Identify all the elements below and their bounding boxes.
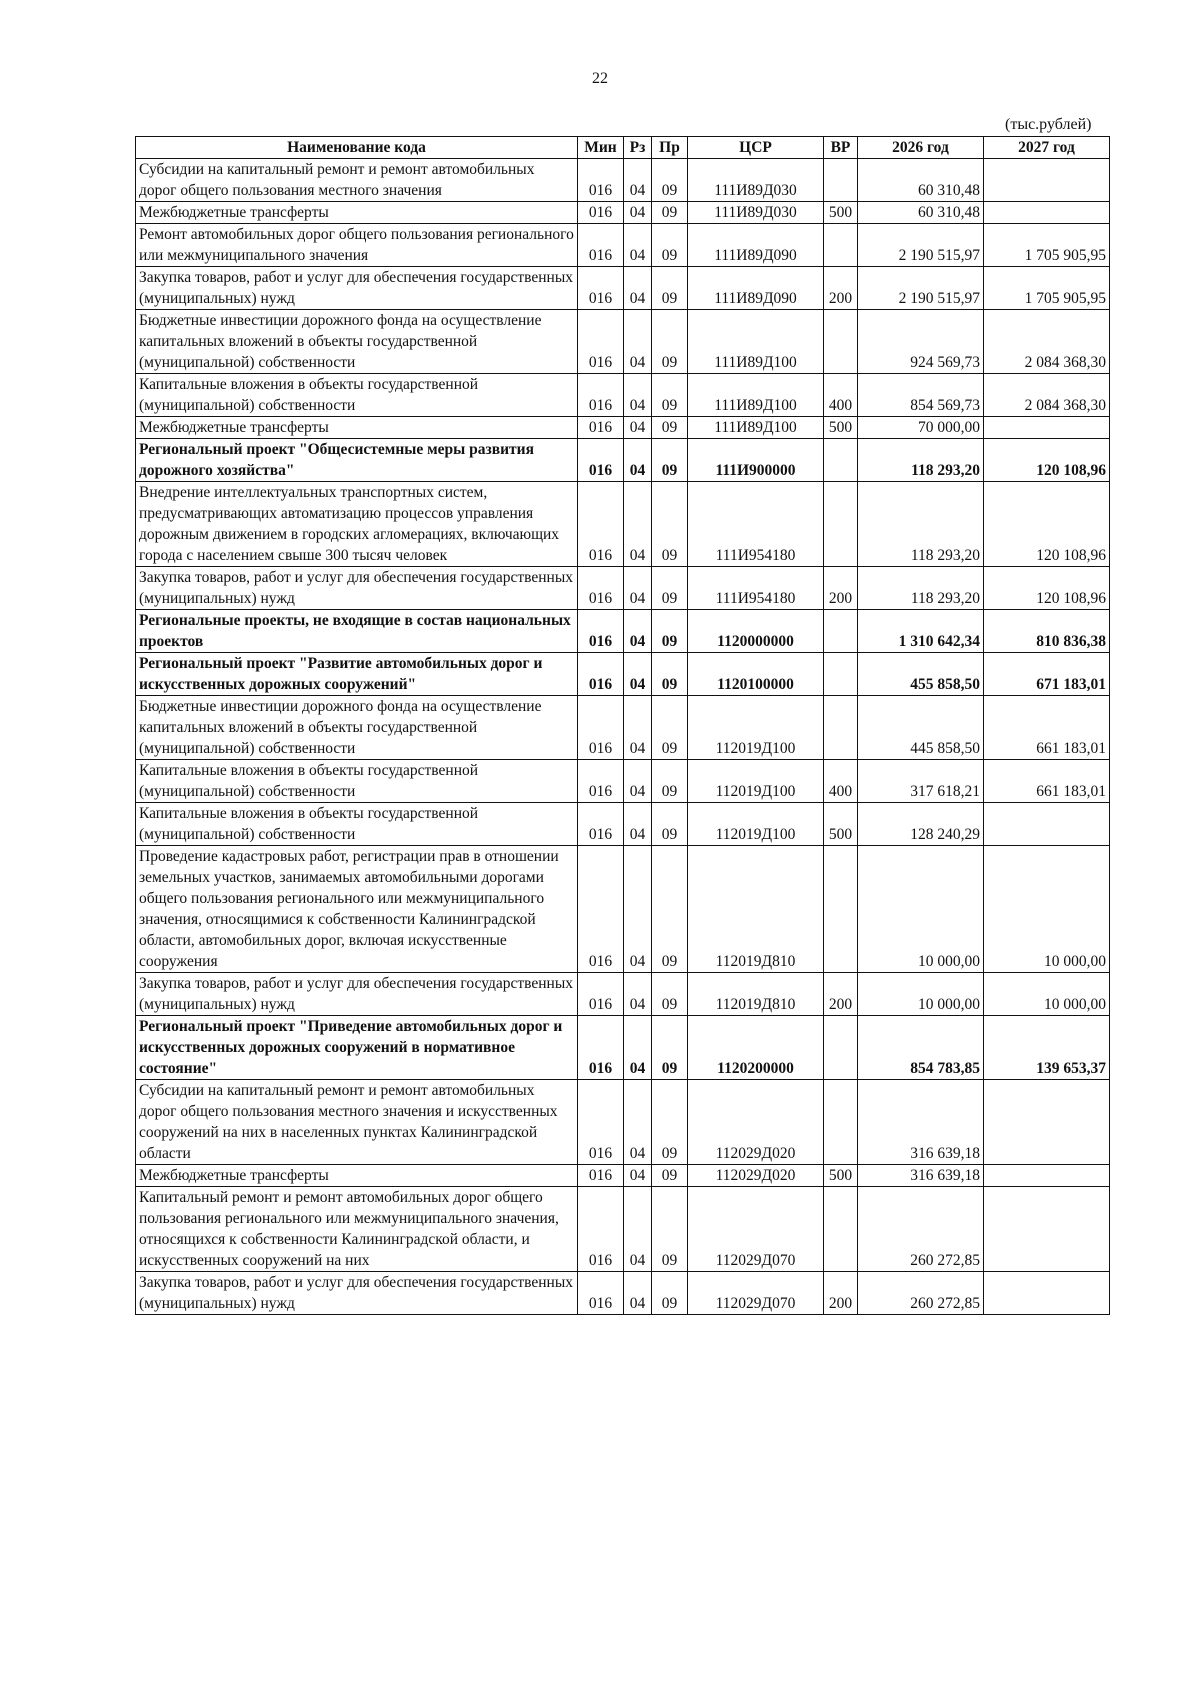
cell-2026: 70 000,00 bbox=[858, 417, 984, 439]
cell-min: 016 bbox=[578, 1016, 624, 1080]
cell-csr: 111И900000 bbox=[688, 439, 824, 482]
cell-pr: 09 bbox=[652, 310, 688, 374]
header-csr: ЦСР bbox=[688, 137, 824, 159]
cell-rz: 04 bbox=[624, 696, 652, 760]
cell-min: 016 bbox=[578, 202, 624, 224]
cell-vr: 500 bbox=[824, 417, 858, 439]
cell-2026: 316 639,18 bbox=[858, 1080, 984, 1165]
cell-2027: 10 000,00 bbox=[984, 973, 1110, 1016]
cell-csr: 111И89Д100 bbox=[688, 374, 824, 417]
cell-min: 016 bbox=[578, 159, 624, 202]
cell-rz: 04 bbox=[624, 310, 652, 374]
cell-vr bbox=[824, 653, 858, 696]
cell-2026: 60 310,48 bbox=[858, 202, 984, 224]
cell-min: 016 bbox=[578, 973, 624, 1016]
cell-2026: 455 858,50 bbox=[858, 653, 984, 696]
cell-2026: 118 293,20 bbox=[858, 567, 984, 610]
cell-rz: 04 bbox=[624, 267, 652, 310]
cell-pr: 09 bbox=[652, 760, 688, 803]
cell-name: Региональный проект "Общесистемные меры развития дорожного хозяйства" bbox=[136, 439, 578, 482]
cell-min: 016 bbox=[578, 1187, 624, 1272]
cell-csr: 112019Д100 bbox=[688, 760, 824, 803]
cell-name: Капитальные вложения в объекты государственной (муниципальной) собственности bbox=[136, 760, 578, 803]
cell-2026: 2 190 515,97 bbox=[858, 267, 984, 310]
cell-vr: 500 bbox=[824, 202, 858, 224]
cell-2027: 120 108,96 bbox=[984, 482, 1110, 567]
cell-rz: 04 bbox=[624, 567, 652, 610]
cell-csr: 112019Д100 bbox=[688, 803, 824, 846]
cell-name: Капитальный ремонт и ремонт автомобильных дорог общего пользования регионального или межмуниципального значения, относящихся к собственности Калининградской области, и искусственных сооружений на них bbox=[136, 1187, 578, 1272]
cell-pr: 09 bbox=[652, 1187, 688, 1272]
cell-csr: 111И89Д090 bbox=[688, 224, 824, 267]
cell-2026: 128 240,29 bbox=[858, 803, 984, 846]
cell-csr: 1120000000 bbox=[688, 610, 824, 653]
cell-min: 016 bbox=[578, 567, 624, 610]
cell-csr: 111И89Д100 bbox=[688, 310, 824, 374]
cell-vr: 200 bbox=[824, 1272, 858, 1315]
table-header-row bbox=[136, 137, 1110, 159]
cell-2026: 924 569,73 bbox=[858, 310, 984, 374]
cell-rz: 04 bbox=[624, 1272, 652, 1315]
header-min: Мин bbox=[578, 137, 624, 159]
cell-rz: 04 bbox=[624, 417, 652, 439]
cell-2027 bbox=[984, 1187, 1110, 1272]
units-label: (тыс.рублей) bbox=[1005, 116, 1092, 133]
cell-name: Бюджетные инвестиции дорожного фонда на осуществление капитальных вложений в объекты государственной (муниципальной) собственности bbox=[136, 310, 578, 374]
table-row bbox=[136, 567, 1110, 610]
cell-vr bbox=[824, 610, 858, 653]
header-2027: 2027 год bbox=[984, 137, 1110, 159]
cell-pr: 09 bbox=[652, 417, 688, 439]
cell-name: Закупка товаров, работ и услуг для обеспечения государственных (муниципальных) нужд bbox=[136, 973, 578, 1016]
cell-2027: 810 836,38 bbox=[984, 610, 1110, 653]
cell-rz: 04 bbox=[624, 610, 652, 653]
cell-csr: 111И89Д090 bbox=[688, 267, 824, 310]
cell-min: 016 bbox=[578, 610, 624, 653]
cell-pr: 09 bbox=[652, 159, 688, 202]
cell-rz: 04 bbox=[624, 439, 652, 482]
table-row bbox=[136, 653, 1110, 696]
cell-vr: 200 bbox=[824, 567, 858, 610]
cell-name: Региональные проекты, не входящие в состав национальных проектов bbox=[136, 610, 578, 653]
cell-vr: 500 bbox=[824, 1165, 858, 1187]
cell-2026: 854 783,85 bbox=[858, 1016, 984, 1080]
cell-pr: 09 bbox=[652, 1016, 688, 1080]
cell-min: 016 bbox=[578, 374, 624, 417]
cell-2027: 139 653,37 bbox=[984, 1016, 1110, 1080]
cell-rz: 04 bbox=[624, 159, 652, 202]
cell-csr: 111И89Д030 bbox=[688, 159, 824, 202]
cell-pr: 09 bbox=[652, 439, 688, 482]
cell-rz: 04 bbox=[624, 973, 652, 1016]
table-row bbox=[136, 159, 1110, 202]
cell-name: Закупка товаров, работ и услуг для обеспечения государственных (муниципальных) нужд bbox=[136, 267, 578, 310]
table-row bbox=[136, 803, 1110, 846]
table-row bbox=[136, 202, 1110, 224]
cell-csr: 111И89Д100 bbox=[688, 417, 824, 439]
cell-2027 bbox=[984, 202, 1110, 224]
cell-min: 016 bbox=[578, 224, 624, 267]
cell-pr: 09 bbox=[652, 696, 688, 760]
cell-2027: 10 000,00 bbox=[984, 846, 1110, 973]
cell-rz: 04 bbox=[624, 1016, 652, 1080]
cell-vr bbox=[824, 696, 858, 760]
table-row bbox=[136, 1080, 1110, 1165]
cell-csr: 111И954180 bbox=[688, 482, 824, 567]
table-row bbox=[136, 846, 1110, 973]
cell-vr: 200 bbox=[824, 267, 858, 310]
cell-vr bbox=[824, 439, 858, 482]
cell-2027: 661 183,01 bbox=[984, 760, 1110, 803]
header-pr: Пр bbox=[652, 137, 688, 159]
cell-2026: 1 310 642,34 bbox=[858, 610, 984, 653]
cell-2026: 118 293,20 bbox=[858, 439, 984, 482]
cell-pr: 09 bbox=[652, 374, 688, 417]
cell-2026: 445 858,50 bbox=[858, 696, 984, 760]
cell-name: Капитальные вложения в объекты государственной (муниципальной) собственности bbox=[136, 803, 578, 846]
cell-rz: 04 bbox=[624, 846, 652, 973]
cell-2027 bbox=[984, 159, 1110, 202]
cell-min: 016 bbox=[578, 1165, 624, 1187]
cell-pr: 09 bbox=[652, 1165, 688, 1187]
cell-2026: 260 272,85 bbox=[858, 1187, 984, 1272]
cell-2026: 317 618,21 bbox=[858, 760, 984, 803]
cell-rz: 04 bbox=[624, 1165, 652, 1187]
table-row bbox=[136, 1016, 1110, 1080]
cell-name: Межбюджетные трансферты bbox=[136, 202, 578, 224]
cell-vr bbox=[824, 482, 858, 567]
table-row bbox=[136, 224, 1110, 267]
table-row bbox=[136, 1272, 1110, 1315]
cell-rz: 04 bbox=[624, 1187, 652, 1272]
table-row bbox=[136, 696, 1110, 760]
cell-2027 bbox=[984, 1165, 1110, 1187]
cell-vr bbox=[824, 1187, 858, 1272]
page-number: 22 bbox=[592, 70, 608, 87]
cell-name: Региональный проект "Приведение автомобильных дорог и искусственных дорожных сооружений в нормативное состояние" bbox=[136, 1016, 578, 1080]
cell-vr bbox=[824, 1016, 858, 1080]
cell-2026: 854 569,73 bbox=[858, 374, 984, 417]
cell-csr: 1120200000 bbox=[688, 1016, 824, 1080]
cell-csr: 112019Д810 bbox=[688, 846, 824, 973]
cell-csr: 112019Д100 bbox=[688, 696, 824, 760]
cell-2027: 2 084 368,30 bbox=[984, 374, 1110, 417]
table-row bbox=[136, 1187, 1110, 1272]
table-row bbox=[136, 417, 1110, 439]
cell-pr: 09 bbox=[652, 224, 688, 267]
cell-pr: 09 bbox=[652, 610, 688, 653]
cell-min: 016 bbox=[578, 267, 624, 310]
cell-min: 016 bbox=[578, 439, 624, 482]
cell-csr: 112029Д020 bbox=[688, 1080, 824, 1165]
table-row bbox=[136, 973, 1110, 1016]
cell-2027: 120 108,96 bbox=[984, 439, 1110, 482]
cell-name: Субсидии на капитальный ремонт и ремонт автомобильных дорог общего пользования местного значения и искусственных сооружений на них в населенных пунктах Калининградской области bbox=[136, 1080, 578, 1165]
cell-min: 016 bbox=[578, 696, 624, 760]
cell-2027: 661 183,01 bbox=[984, 696, 1110, 760]
cell-min: 016 bbox=[578, 803, 624, 846]
cell-name: Закупка товаров, работ и услуг для обеспечения государственных (муниципальных) нужд bbox=[136, 567, 578, 610]
cell-vr bbox=[824, 310, 858, 374]
cell-rz: 04 bbox=[624, 653, 652, 696]
cell-name: Субсидии на капитальный ремонт и ремонт автомобильных дорог общего пользования местного значения bbox=[136, 159, 578, 202]
cell-2027 bbox=[984, 1080, 1110, 1165]
table-row bbox=[136, 760, 1110, 803]
table-body bbox=[136, 159, 1110, 1315]
cell-pr: 09 bbox=[652, 267, 688, 310]
table-row bbox=[136, 610, 1110, 653]
table-row bbox=[136, 310, 1110, 374]
cell-pr: 09 bbox=[652, 653, 688, 696]
cell-2027 bbox=[984, 1272, 1110, 1315]
budget-table bbox=[135, 136, 1110, 1315]
header-name: Наименование кода bbox=[136, 137, 578, 159]
cell-pr: 09 bbox=[652, 567, 688, 610]
cell-min: 016 bbox=[578, 653, 624, 696]
cell-vr bbox=[824, 159, 858, 202]
cell-csr: 111И89Д030 bbox=[688, 202, 824, 224]
cell-vr: 400 bbox=[824, 760, 858, 803]
cell-pr: 09 bbox=[652, 1272, 688, 1315]
table-row bbox=[136, 1165, 1110, 1187]
cell-csr: 112019Д810 bbox=[688, 973, 824, 1016]
cell-2026: 316 639,18 bbox=[858, 1165, 984, 1187]
cell-2027 bbox=[984, 417, 1110, 439]
cell-pr: 09 bbox=[652, 973, 688, 1016]
cell-2026: 118 293,20 bbox=[858, 482, 984, 567]
cell-2026: 260 272,85 bbox=[858, 1272, 984, 1315]
table-row bbox=[136, 374, 1110, 417]
cell-2026: 60 310,48 bbox=[858, 159, 984, 202]
cell-rz: 04 bbox=[624, 224, 652, 267]
cell-name: Межбюджетные трансферты bbox=[136, 1165, 578, 1187]
cell-name: Проведение кадастровых работ, регистрации прав в отношении земельных участков, занимаемых автомобильными дорогами общего пользования регионального или межмуниципального значения, относящимися к собственности Калининградской области, автомобильных дорог, включая искусственные сооружения bbox=[136, 846, 578, 973]
cell-2027: 671 183,01 bbox=[984, 653, 1110, 696]
header-2026: 2026 год bbox=[858, 137, 984, 159]
cell-rz: 04 bbox=[624, 374, 652, 417]
cell-pr: 09 bbox=[652, 482, 688, 567]
header-vr: ВР bbox=[824, 137, 858, 159]
cell-vr: 500 bbox=[824, 803, 858, 846]
table-row bbox=[136, 267, 1110, 310]
cell-2027: 2 084 368,30 bbox=[984, 310, 1110, 374]
cell-pr: 09 bbox=[652, 202, 688, 224]
cell-vr: 400 bbox=[824, 374, 858, 417]
cell-csr: 112029Д020 bbox=[688, 1165, 824, 1187]
cell-pr: 09 bbox=[652, 846, 688, 973]
cell-rz: 04 bbox=[624, 803, 652, 846]
cell-rz: 04 bbox=[624, 1080, 652, 1165]
cell-min: 016 bbox=[578, 482, 624, 567]
cell-csr: 112029Д070 bbox=[688, 1187, 824, 1272]
cell-vr: 200 bbox=[824, 973, 858, 1016]
cell-min: 016 bbox=[578, 760, 624, 803]
table-row bbox=[136, 439, 1110, 482]
cell-csr: 112029Д070 bbox=[688, 1272, 824, 1315]
cell-2027 bbox=[984, 803, 1110, 846]
cell-name: Закупка товаров, работ и услуг для обеспечения государственных (муниципальных) нужд bbox=[136, 1272, 578, 1315]
cell-min: 016 bbox=[578, 846, 624, 973]
cell-csr: 111И954180 bbox=[688, 567, 824, 610]
cell-name: Межбюджетные трансферты bbox=[136, 417, 578, 439]
cell-name: Капитальные вложения в объекты государственной (муниципальной) собственности bbox=[136, 374, 578, 417]
cell-vr bbox=[824, 846, 858, 973]
cell-min: 016 bbox=[578, 1080, 624, 1165]
cell-pr: 09 bbox=[652, 803, 688, 846]
cell-2027: 1 705 905,95 bbox=[984, 267, 1110, 310]
cell-rz: 04 bbox=[624, 482, 652, 567]
cell-rz: 04 bbox=[624, 202, 652, 224]
cell-name: Ремонт автомобильных дорог общего пользования регионального или межмуниципального значения bbox=[136, 224, 578, 267]
cell-vr bbox=[824, 224, 858, 267]
cell-name: Бюджетные инвестиции дорожного фонда на осуществление капитальных вложений в объекты государственной (муниципальной) собственности bbox=[136, 696, 578, 760]
cell-vr bbox=[824, 1080, 858, 1165]
cell-rz: 04 bbox=[624, 760, 652, 803]
cell-min: 016 bbox=[578, 1272, 624, 1315]
cell-2027: 120 108,96 bbox=[984, 567, 1110, 610]
cell-csr: 1120100000 bbox=[688, 653, 824, 696]
cell-2026: 10 000,00 bbox=[858, 846, 984, 973]
cell-2027: 1 705 905,95 bbox=[984, 224, 1110, 267]
cell-min: 016 bbox=[578, 417, 624, 439]
cell-name: Внедрение интеллектуальных транспортных систем, предусматривающих автоматизацию процессов управления дорожным движением в городских агломерациях, включающих города с населением свыше 300 тысяч человек bbox=[136, 482, 578, 567]
cell-pr: 09 bbox=[652, 1080, 688, 1165]
cell-name: Региональный проект "Развитие автомобильных дорог и искусственных дорожных сооружений" bbox=[136, 653, 578, 696]
cell-2026: 2 190 515,97 bbox=[858, 224, 984, 267]
cell-min: 016 bbox=[578, 310, 624, 374]
cell-2026: 10 000,00 bbox=[858, 973, 984, 1016]
header-rz: Рз bbox=[624, 137, 652, 159]
table-row bbox=[136, 482, 1110, 567]
